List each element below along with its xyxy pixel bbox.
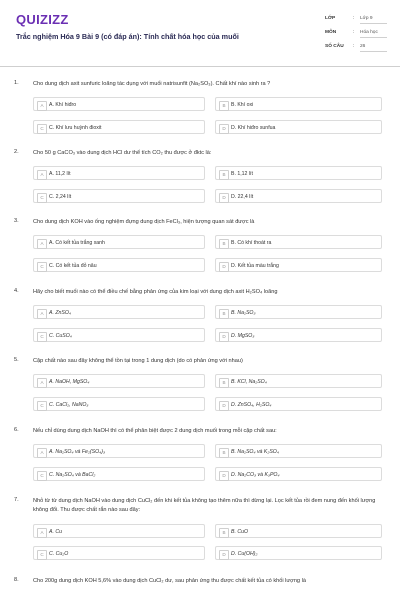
option-letter: D [219,193,229,203]
option-a[interactable] [33,97,205,111]
option-a[interactable] [33,166,205,180]
option-text: B. Na₂SO₄ và K₂SO₄ [231,448,279,455]
option-d[interactable] [215,328,382,342]
option-text: D. Khí hiđro sunfua [231,124,276,131]
option-letter: C [37,550,47,560]
option-letter: C [37,401,47,411]
question-number: 1. [14,80,19,86]
option-letter: A [37,528,47,538]
option-letter: C [37,262,47,272]
option-text: A. NaOH, MgSO₄ [49,378,90,385]
option-c[interactable] [33,397,205,411]
option-letter: D [219,124,229,134]
option-text: D. MgSO₃ [231,332,255,339]
question-number: 8. [14,577,19,583]
option-text: A. ZnSO₄ [49,309,71,316]
option-text: A. Khí hiđro [49,101,77,108]
option-letter: D [219,550,229,560]
option-b[interactable] [215,97,382,111]
option-letter: B [219,448,229,458]
option-text: C. 2,24 lít [49,193,72,200]
option-b[interactable] [215,524,382,538]
meta-label: LỚP [325,16,336,21]
option-letter: D [219,262,229,272]
option-letter: C [37,471,47,481]
option-letter: A [37,448,47,458]
option-c[interactable] [33,120,205,134]
header-divider [0,66,400,67]
option-letter: C [37,193,47,203]
question-text: Cặp chất nào sau đây không thể tồn tại trong 1 dung dịch (do có phản ứng với nhau) [33,358,243,364]
question-number: 2. [14,149,19,155]
option-letter: C [37,332,47,342]
option-text: B. Na₂SO₃ [231,309,256,316]
option-text: C. Na₂SO₄ và BaCl₂ [49,471,96,478]
option-letter: B [219,170,229,180]
option-b[interactable] [215,305,382,319]
option-letter: B [219,378,229,388]
option-d[interactable] [215,397,382,411]
option-letter: B [219,309,229,319]
option-a[interactable] [33,374,205,388]
option-b[interactable] [215,166,382,180]
option-text: C. Cu₂O [49,550,69,557]
question-number: 4. [14,288,19,294]
option-text: A. 11,2 lít [49,170,71,177]
option-letter: A [37,170,47,180]
option-b[interactable] [215,235,382,249]
option-text: B. Có khí thoát ra [231,239,272,246]
option-text: D. ZnSO₄, H₂SO₄ [231,401,272,408]
page-header [0,0,400,64]
option-letter: D [219,471,229,481]
question-text: Nếu chỉ dùng dung dịch NaOH thì có thể phân biệt được 2 dung dịch muối trong mỗi cặp chất sau: [33,428,277,434]
option-d[interactable] [215,258,382,272]
question-text: Nhỏ từ từ dung dịch NaOH vào dung dịch CuCl₂ đến khi kết tủa không tạo thêm nữa thì dừng lại. Lọc kết tủa rồi đem nung đến khối lượng không đổi. Thu được chất rắn nào sau đây: [33,498,376,513]
question-text: Cho 200g dung dịch KOH 5,6% vào dung dịch CuCl₂ dư, sau phản ứng thu được chất kết tủa có khối lượng là [33,578,306,584]
meta-row-subject: MÔN : Hóa học [325,28,387,42]
option-c[interactable] [33,258,205,272]
question-text: Cho dung dịch axit sunfuric loãng tác dụng với muối natrisunfit (Na₂SO₃). Chất khí nào sinh ra ? [33,81,271,87]
option-letter: A [37,309,47,319]
option-text: B. Khí oxi [231,101,254,108]
option-letter: A [37,378,47,388]
meta-value: 26 [360,44,366,49]
option-text: A. Có kết tủa trắng xanh [49,239,105,246]
page-title: Trắc nghiệm Hóa 9 Bài 9 (có đáp án): Tính chất hóa học của muối [16,32,239,41]
option-d[interactable] [215,120,382,134]
option-a[interactable] [33,444,205,458]
option-a[interactable] [33,524,205,538]
option-text: B. 1,12 lít [231,170,253,177]
meta-label: MÔN [325,30,337,35]
option-c[interactable] [33,467,205,481]
meta-label: SỐ CÂU [325,44,344,49]
meta-table [325,14,387,56]
option-text: C. Có kết tủa đỏ nâu [49,262,97,269]
option-text: C. Khí lưu huỳnh đioxit [49,124,102,131]
option-text: D. Kết tủa màu trắng [231,262,279,269]
question-text: Cho dung dịch KOH vào ống nghiệm đựng dung dịch FeCl₃, hiện tượng quan sát được là [33,219,255,225]
option-letter: B [219,239,229,249]
option-text: D. Na₂CO₃ và K₃PO₄ [231,471,280,478]
question-number: 6. [14,427,19,433]
option-text: C. CuSO₄ [49,332,72,339]
meta-value: Lớp 9 [360,16,373,21]
option-text: A. Na₂SO₄ và Fe₂(SO₄)₃ [49,448,106,455]
option-a[interactable] [33,235,205,249]
option-letter: B [219,101,229,111]
option-letter: D [219,332,229,342]
option-b[interactable] [215,374,382,388]
meta-value: Hóa học [360,30,378,35]
option-text: B. CuO [231,528,249,535]
option-letter: C [37,124,47,134]
question-text: Hãy cho biết muối nào có thể điều chế bằng phản ứng của kim loại với dung dịch axit H₂SO₄ loãng [33,289,278,295]
option-d[interactable] [215,546,382,560]
meta-row-count: SỐ CÂU : 26 [325,42,387,56]
option-letter: D [219,401,229,411]
option-text: A. Cu [49,528,62,535]
option-text: D. 22,4 lít [231,193,254,200]
question-number: 3. [14,218,19,224]
question-text: Cho 50 g CaCO₃ vào dung dịch HCl dư thể tích CO₂ thu được ở đktc là: [33,150,212,156]
option-letter: A [37,239,47,249]
option-d[interactable] [215,189,382,203]
option-text: C. CaCl₂, NaNO₃ [49,401,89,408]
option-letter: B [219,528,229,538]
option-c[interactable] [33,189,205,203]
option-text: D. Cu(OH)₂ [231,550,258,557]
option-d[interactable] [215,467,382,481]
option-text: B. KCl, Na₂SO₄ [231,378,267,385]
option-b[interactable] [215,444,382,458]
option-a[interactable] [33,305,205,319]
question-number: 5. [14,357,19,363]
option-c[interactable] [33,328,205,342]
option-c[interactable] [33,546,205,560]
quizizz-logo: QUIZIZZ [16,12,69,27]
question-number: 7. [14,497,19,503]
option-letter: A [37,101,47,111]
meta-row-grade: LỚP : Lớp 9 [325,14,387,28]
